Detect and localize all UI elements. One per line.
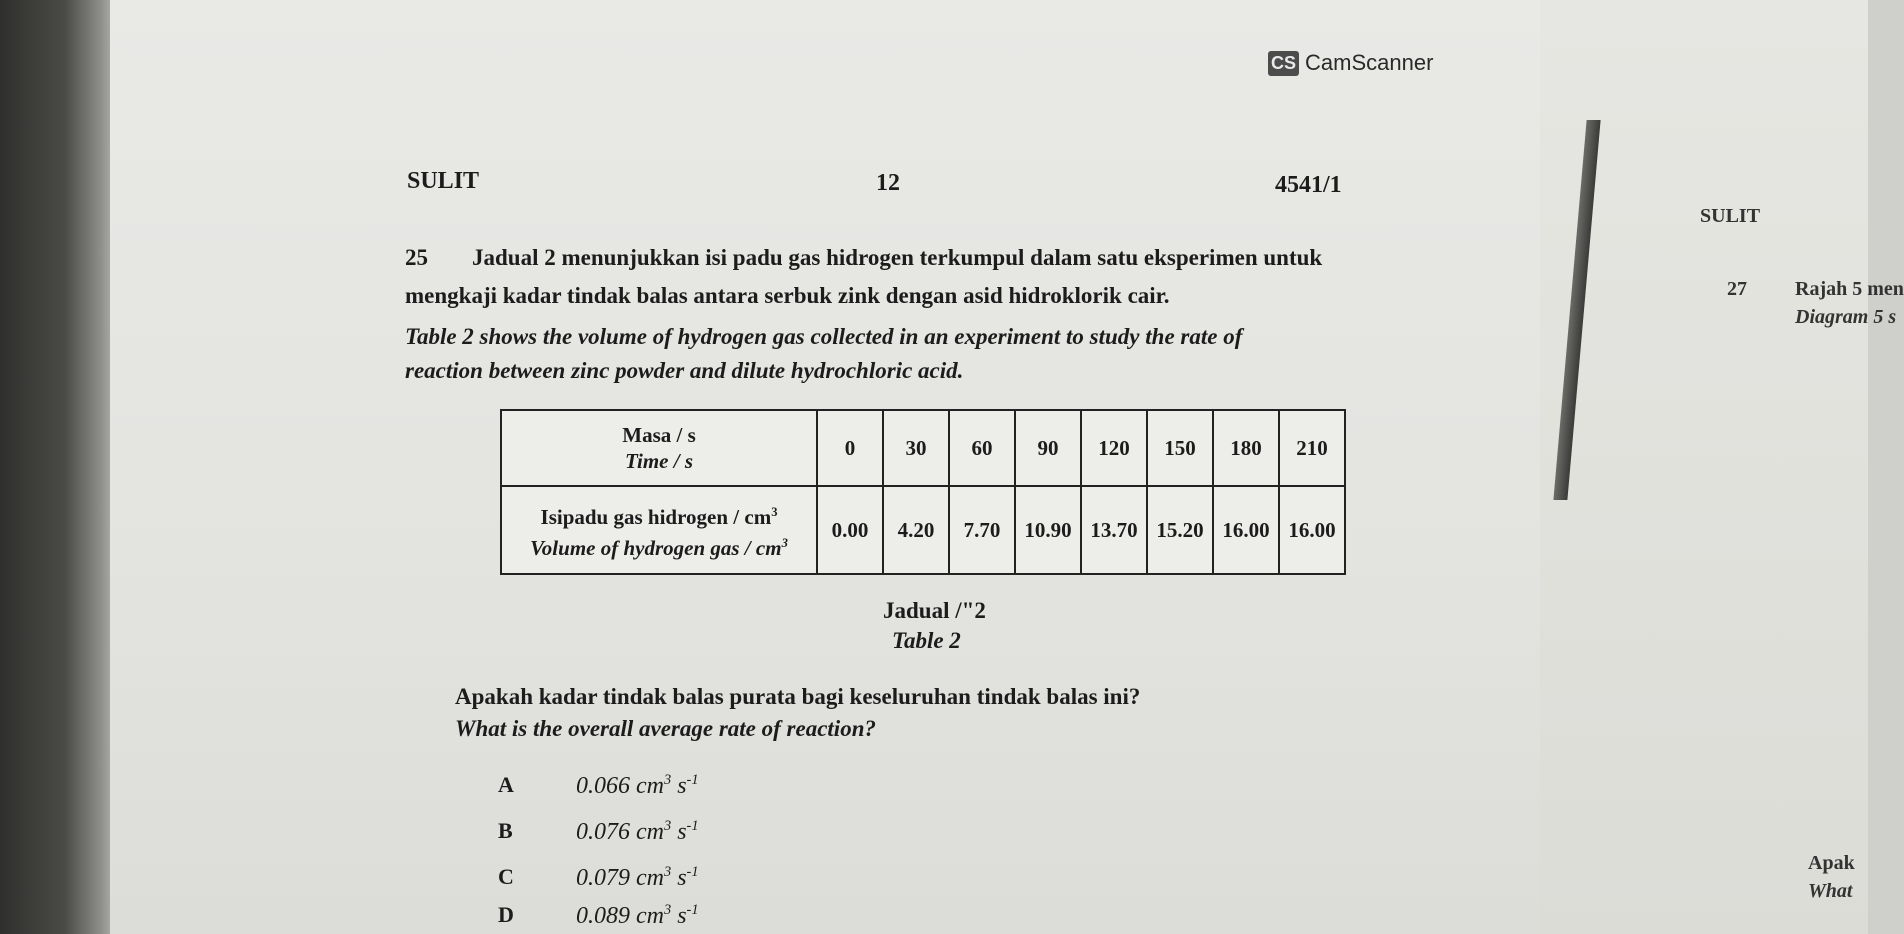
table-cell-volume: 10.90: [1015, 486, 1081, 574]
table-cell-time: 210: [1279, 410, 1345, 486]
option-letter: C: [498, 864, 514, 889]
time-label-malay: Masa / s: [622, 423, 696, 447]
table-cell-volume: 13.70: [1081, 486, 1147, 574]
question-malay-line1: Jadual 2 menunjukkan isi padu gas hidrogen terkumpul dalam satu eksperimen untuk: [472, 245, 1323, 270]
right-bottom1: Apak: [1808, 852, 1855, 874]
table-row-volume: [501, 486, 1345, 574]
table-header-time: [501, 410, 817, 486]
option-value: 0.066 $cm^3$ $s^{-1}$: [576, 772, 699, 799]
scan-dark-edge: [0, 0, 118, 934]
option-value: 0.079 $cm^3$ $s^{-1}$: [576, 864, 699, 891]
header-paper-code: 4541/1: [1275, 172, 1342, 198]
right-line2: Diagram 5 s: [1795, 306, 1897, 328]
volume-label-malay: Isipadu gas hidrogen / $cm^3$: [540, 505, 778, 529]
right-line1: Rajah 5 men: [1795, 278, 1904, 300]
table-cell-volume: 7.70: [949, 486, 1015, 574]
option-value: 0.089 $cm^3$ $s^{-1}$: [576, 902, 699, 929]
right-question-number: 27: [1727, 278, 1747, 300]
table-cell-time: 120: [1081, 410, 1147, 486]
table-cell-volume: 4.20: [883, 486, 949, 574]
caption-english: Table 2: [892, 628, 961, 653]
question-english-line1: Table 2 shows the volume of hydrogen gas collected in an experiment to study the rate of: [405, 324, 1243, 349]
option-d: [498, 902, 699, 929]
table-cell-volume: 15.20: [1147, 486, 1213, 574]
table-cell-volume: 16.00: [1213, 486, 1279, 574]
table-cell-volume: 16.00: [1279, 486, 1345, 574]
table-cell-time: 60: [949, 410, 1015, 486]
data-table: [500, 409, 1346, 575]
option-letter: A: [498, 772, 514, 797]
prompt-malay: Apakah kadar tindak balas purata bagi keseluruhan tindak balas ini?: [455, 684, 1141, 709]
table-cell-time: 30: [883, 410, 949, 486]
right-bottom2: What: [1808, 880, 1853, 902]
table-cell-volume: 0.00: [817, 486, 883, 574]
option-letter: D: [498, 902, 514, 927]
table-header-volume: [501, 486, 817, 574]
option-b: [498, 818, 699, 845]
option-value: 0.076 $cm^3$ $s^{-1}$: [576, 818, 699, 845]
option-a: [498, 772, 699, 799]
question-malay-line2: mengkaji kadar tindak balas antara serbuk zink dengan asid hidroklorik cair.: [405, 283, 1170, 308]
right-header-sulit: SULIT: [1700, 205, 1761, 227]
time-label-english: Time / s: [624, 449, 694, 473]
header-sulit: SULIT: [407, 168, 480, 194]
option-letter: B: [498, 818, 513, 843]
table-row-time: [501, 410, 1345, 486]
prompt-english: What is the overall average rate of reaction?: [455, 716, 876, 741]
table-cell-time: 180: [1213, 410, 1279, 486]
camscanner-name: CamScanner: [1305, 50, 1434, 75]
camscanner-logo-icon: CS: [1268, 51, 1299, 76]
question-english-line2: reaction between zinc powder and dilute hydrochloric acid.: [405, 358, 964, 383]
camscanner-watermark: [1268, 50, 1433, 76]
table-cell-time: 90: [1015, 410, 1081, 486]
volume-label-english: Volume of hydrogen gas / $cm^3$: [530, 536, 788, 560]
table-cell-time: 150: [1147, 410, 1213, 486]
option-c: [498, 864, 699, 891]
caption-malay: Jadual /"2: [883, 598, 986, 623]
question-number: 25: [405, 245, 428, 270]
table-cell-time: 0: [817, 410, 883, 486]
header-page-number: 12: [876, 170, 900, 196]
